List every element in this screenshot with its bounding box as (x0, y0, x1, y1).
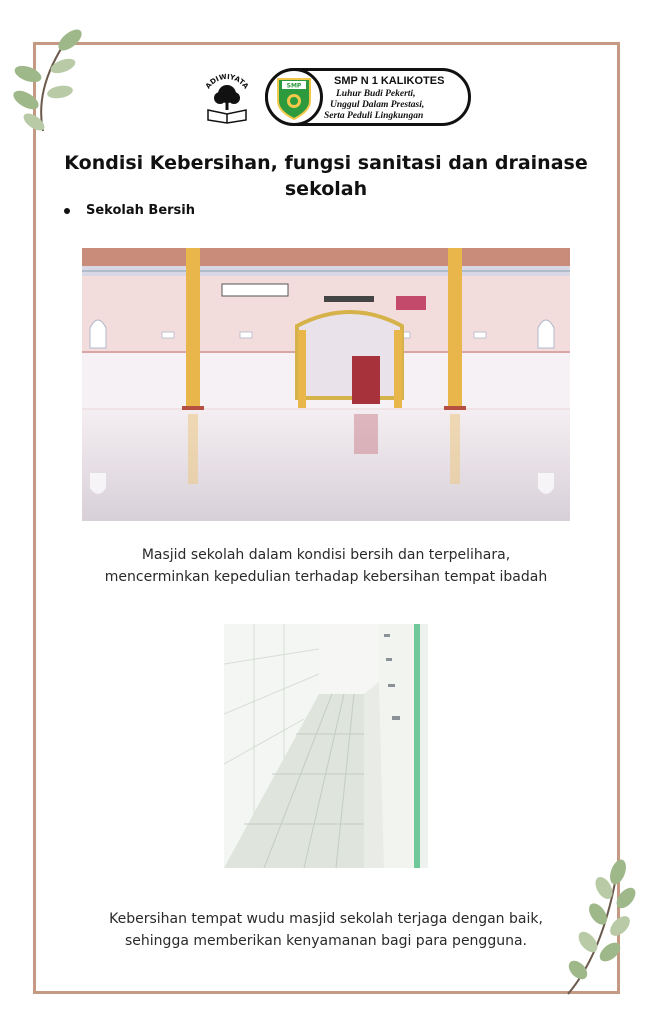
title-line: Kondisi Kebersihan, fungsi sanitasi dan drainase (64, 152, 588, 174)
caption-line: mencerminkan kepedulian terhadap kebersihan tempat ibadah (104, 569, 548, 585)
tree-icon (214, 85, 240, 110)
bullet-label: Sekolah Bersih (86, 203, 196, 218)
school-tagline: Unggul Dalam Prestasi, (330, 100, 425, 110)
page-title (60, 150, 592, 202)
school-badge (265, 68, 471, 126)
caption-line: sehingga memberikan kenyamanan bagi para pengguna. (125, 933, 527, 949)
svg-text:ADIWIYATA: ADIWIYATA (204, 72, 250, 91)
mosque-interior-photo (82, 248, 570, 521)
svg-text:SMP: SMP (286, 82, 302, 90)
caption-line: Masjid sekolah dalam kondisi bersih dan terpelihara, (141, 547, 511, 563)
leaf-branch-icon (8, 26, 88, 136)
school-tagline: Serta Peduli Lingkungan (324, 111, 424, 121)
school-tagline: Luhur Budi Pekerti, (336, 89, 416, 99)
adiwiyata-logo (198, 70, 256, 124)
mosque-photo-caption (60, 544, 592, 588)
bullet-icon (64, 208, 70, 214)
title-line: sekolah (284, 178, 368, 200)
wudu-area-photo (224, 624, 428, 868)
wudu-photo-caption (60, 908, 592, 952)
bullet-item (64, 203, 195, 218)
school-emblem (265, 68, 323, 126)
school-name: SMP N 1 KALIKOTES (334, 75, 445, 87)
caption-line: Kebersihan tempat wudu masjid sekolah terjaga dengan baik, (109, 911, 543, 927)
